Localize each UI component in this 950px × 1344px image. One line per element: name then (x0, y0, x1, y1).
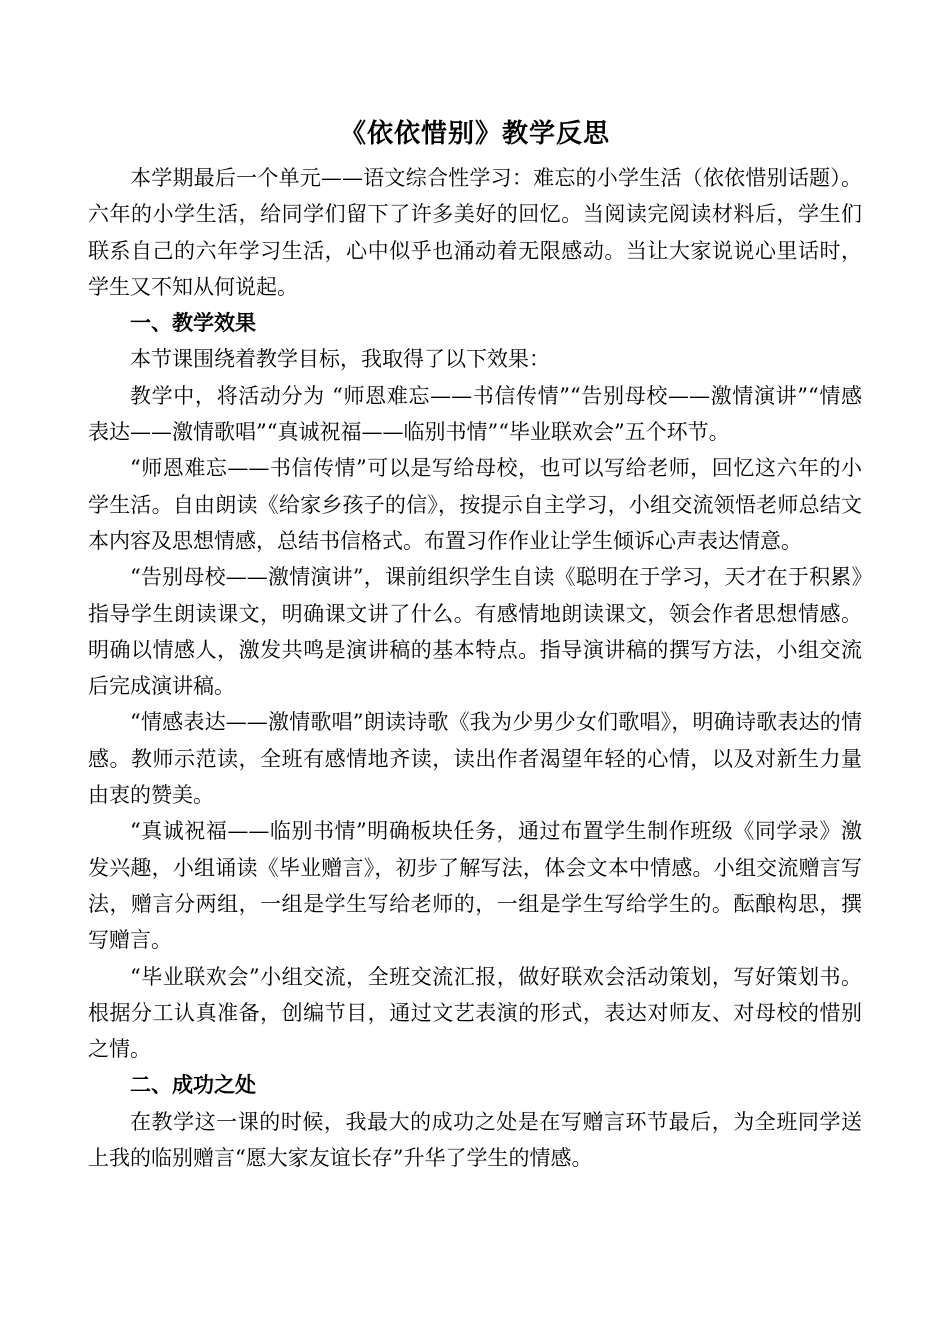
intro-paragraph: 本学期最后一个单元——语文综合性学习：难忘的小学生活（依依惜别话题）。六年的小学生活，给同学们留下了许多美好的回忆。当阅读完阅读材料后，学生们联系自己的六年学习生活，心中似乎也涌动着无限感动。当让大家说说心里话时，学生又不知从何说起。 (88, 166, 862, 299)
body-paragraph: “师恩难忘——书信传情”可以是写给母校，也可以写给老师，回忆这六年的小学生活。自由朗读《给家乡孩子的信》，按提示自主学习，小组交流领悟老师总结文本内容及思想情感，总结书信格式。布置习作作业让学生倾诉心声表达情意。 (88, 456, 862, 553)
body-paragraph: 在教学这一课的时候，我最大的成功之处是在写赠言环节最后，为全班同学送上我的临别赠言“愿大家友谊长存”升华了学生的情感。 (88, 1109, 862, 1171)
body-paragraph: “告别母校——激情演讲”，课前组织学生自读《聪明在于学习，天才在于积累》指导学生朗读课文，明确课文讲了什么。有感情地朗读课文，领会作者思想情感。明确以情感人，激发共鸣是演讲稿的基本特点。指导演讲稿的撰写方法，小组交流后完成演讲稿。 (88, 565, 862, 699)
section-heading-success: 二、成功之处 (130, 1072, 256, 1098)
document-page (88, 112, 862, 1176)
body-paragraph: 教学中，将活动分为 “师恩难忘——书信传情”“告别母校——激情演讲”“情感表达——激情歌唱”“真诚祝福——临别书情”“毕业联欢会”五个环节。 (88, 383, 862, 445)
body-paragraph: 本节课围绕着教学目标，我取得了以下效果： (130, 347, 550, 372)
section-heading-teaching-effect: 一、教学效果 (130, 310, 256, 336)
body-paragraph: “情感表达——激情歌唱”朗读诗歌《我为少男少女们歌唱》，明确诗歌表达的情感。教师示范读，全班有感情地齐读，读出作者渴望年轻的心情，以及对新生力量由衷的赞美。 (88, 710, 862, 808)
document-title: 《依依惜别》教学反思 (339, 119, 610, 149)
body-paragraph: “毕业联欢会”小组交流，全班交流汇报，做好联欢会活动策划，写好策划书。根据分工认真准备，创编节目，通过文艺表演的形式，表达对师友、对母校的惜别之情。 (88, 964, 862, 1062)
body-paragraph: “真诚祝福——临别书情”明确板块任务，通过布置学生制作班级《同学录》激发兴趣，小组诵读《毕业赠言》，初步了解写法，体会文本中情感。小组交流赠言写法，赠言分两组，一组是学生写给老师的，一组是学生写给学生的。酝酿构思，撰写赠言。 (88, 819, 862, 953)
